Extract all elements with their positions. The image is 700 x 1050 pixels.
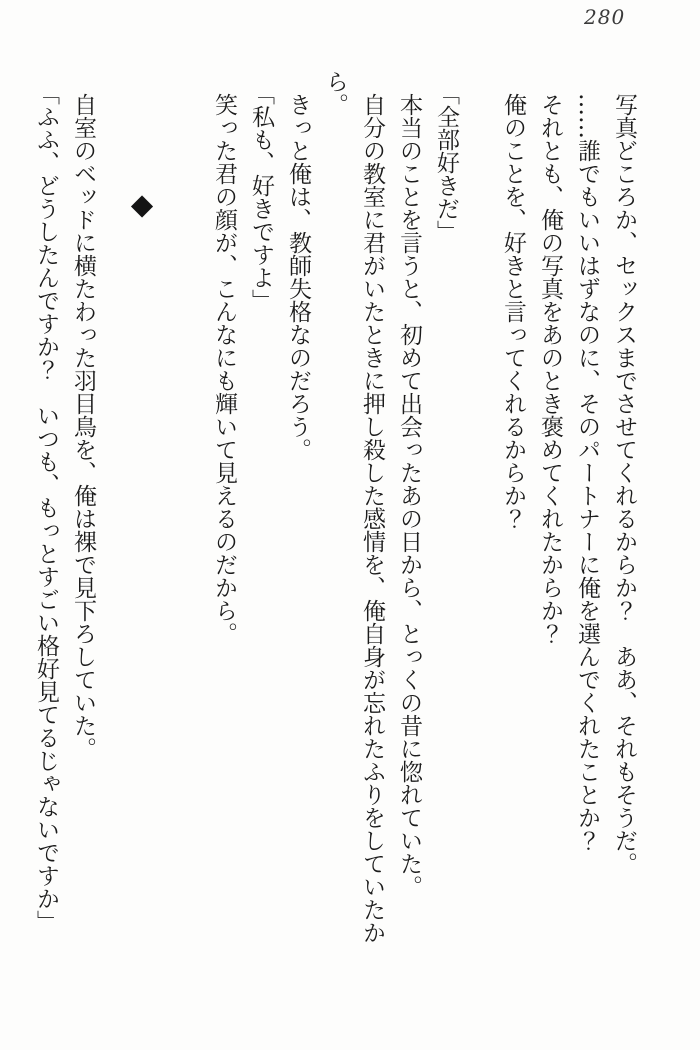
text-line: 笑った君の顔が、こんなにも輝いて見えるのだから。 [211,93,237,645]
blank-line [464,70,494,955]
text-line: 「私も、好きですよ」 [248,82,274,312]
page-number: 280 [584,5,626,29]
text-line: 写真どころか、セックスまでさせてくれるからか？ ああ、それもそうだ。 [611,93,637,875]
text-line: ら。 [322,70,348,116]
text-line: それとも、俺の写真をあのとき褒めてくれたからか？ [537,93,563,645]
text-line: 「全部好きだ」 [433,82,459,243]
text-line: 「ふふ、どうしたんですか？ いつも、もっとすごい格好見てるじゃないですか」 [33,82,59,933]
text-line: ……誰でもいいはずなのに、そのパートナーに俺を選んでくれたことか？ [574,93,600,852]
text-line: 自室のベッドに横たわった羽目鳥を、俺は裸で見下ろしていた。 [70,93,96,760]
text-line: きっと俺は、教師失格なのだろう。 [285,93,311,461]
text-line: 自分の教室に君がいたときに押し殺した感情を、俺自身が忘れたふりをしていたか [359,93,385,944]
text-line: 本当のことを言うと、初めて出会ったあの日から、とっくの昔に惚れていた。 [396,93,422,898]
text-line: 俺のことを、好きと言ってくれるからか？ [500,93,526,530]
section-break-diamond-icon: ◆ [125,187,159,221]
text-block [27,70,642,955]
